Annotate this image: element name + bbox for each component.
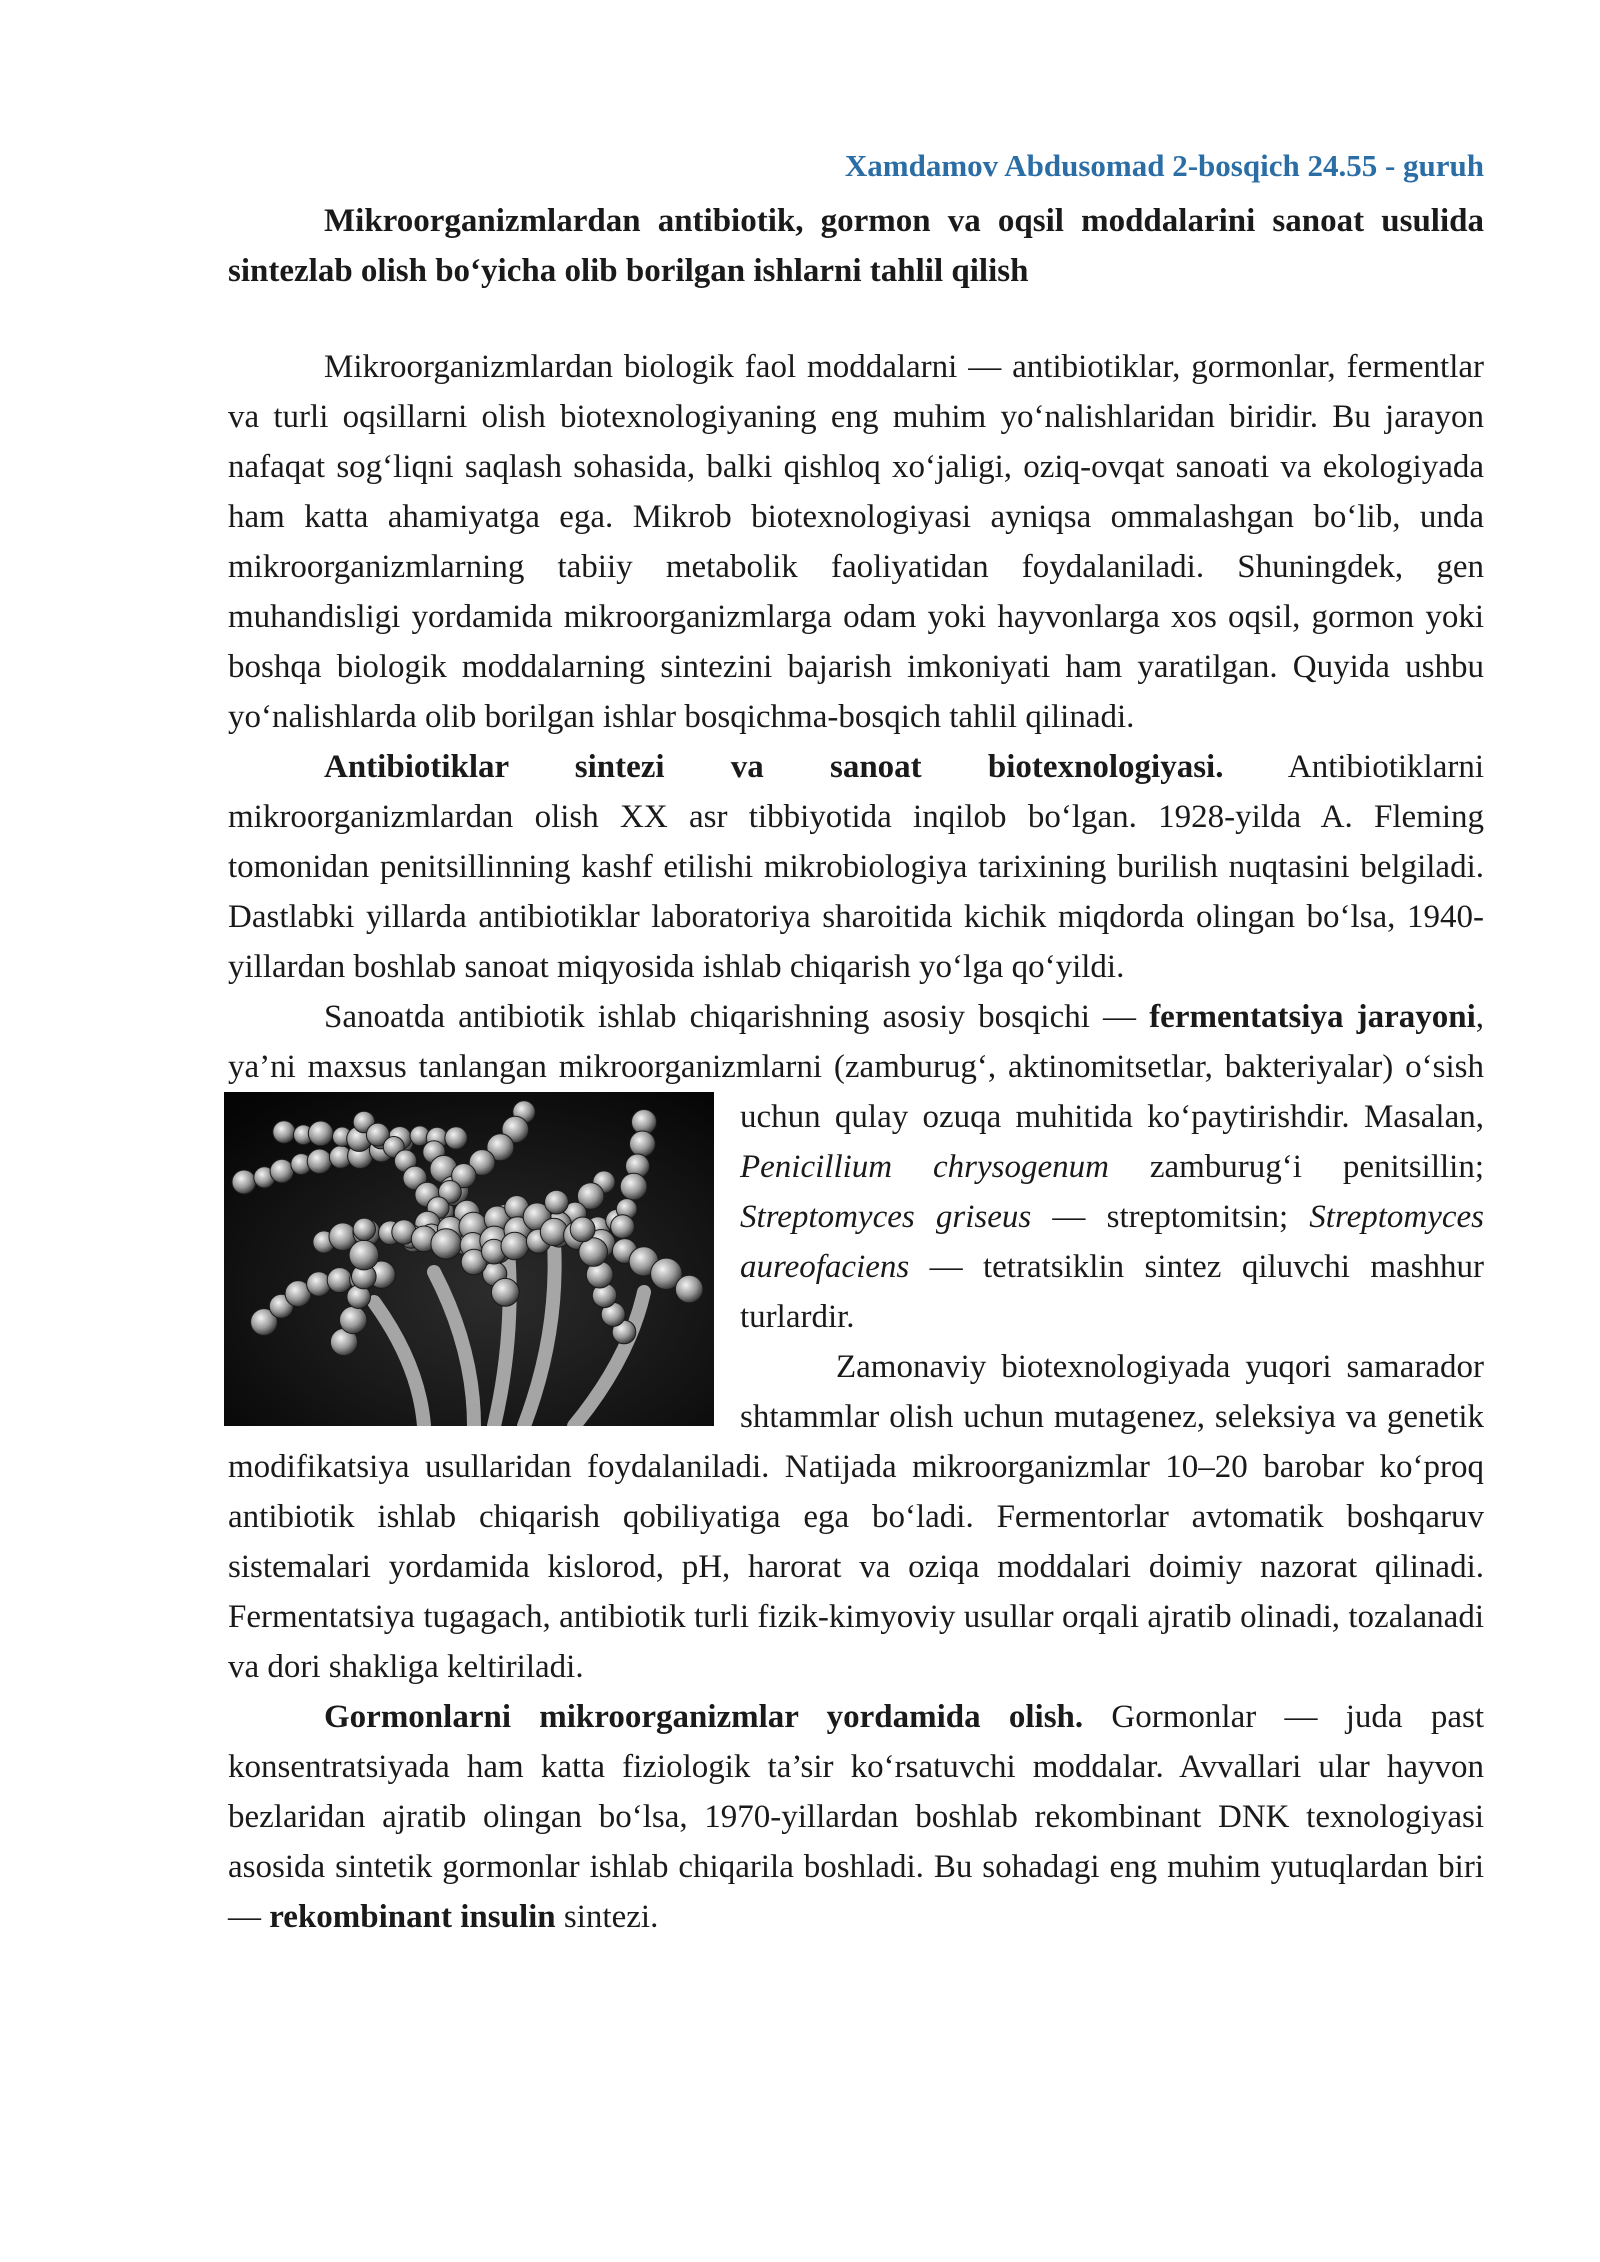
text-run: Sanoatda antibiotik ishlab chiqarishning asosiy bosqichi — — [324, 999, 1150, 1035]
paragraph-antibiotics-text: Antibiotiklarni mikroorganizmlardan olish XX asr tibbiyotida inqilob bo‘lgan. 1928-yilda A. Fleming tomonidan penitsillinning kashf etilishi mikrobiologiya tarixining burilish nuqtasini belgiladi. Dastlabki yillarda antibiotiklar laboratoriya sharoitida kichik miqdorda olingan bo‘lsa, 1940-yillardan boshlab sanoat miqyosida ishlab chiqarish yo‘lga qo‘yildi. — [228, 749, 1485, 985]
species-griseus: Streptomyces griseus — [740, 1199, 1032, 1235]
species-penicillium: Penicillium chrysogenum — [740, 1149, 1109, 1185]
text-run: sintezi. — [555, 1899, 659, 1935]
term-recombinant-insulin: rekombinant insulin — [269, 1899, 556, 1935]
paragraph-antibiotics — [228, 742, 1484, 992]
micrograph-figure — [224, 1092, 714, 1426]
paragraph-intro: Mikroorganizmlardan biologik faol moddalarni — antibiotiklar, gormonlar, fermentlar va turli oqsillarni olish biotexnologiyaning eng muhim yo‘nalishlaridan biridir. Bu jarayon nafaqat sog‘liqni saqlash sohasida, balki qishloq xo‘jaligi, oziq-ovqat sanoati va ekologiyada ham katta ahamiyatga ega. Mikrob biotexnologiyasi ayniqsa ommalashgan bo‘lib, unda mikroorganizmlarning tabiiy metabolik faoliyatidan foydalaniladi. Shuningdek, gen muhandisligi yordamida mikroorganizmlarga odam yoki hayvonlarga xos oqsil, gormon yoki boshqa biologik moddalarning sintezini bajarish imkoniyati ham yaratilgan. Quyida ushbu yo‘nalishlarda olib borilgan ishlar bosqichma-bosqich tahlil qilinadi. — [228, 349, 1484, 735]
paragraph-modern-biotech: Zamonaviy biotexnologiyada yuqori samarador shtammlar olish uchun mutagenez, seleksiya va genetik modifikatsiya usullaridan foydalaniladi. Natijada mikroorganizmlar 10–20 barobar ko‘proq antibiotik ishlab chiqarish qobiliyatiga ega bo‘ladi. Fermentorlar avtomatik boshqaruv sistemalari yordamida kislorod, pH, harorat va oziqa moddalari doimiy nazorat qilinadi. Fermentatsiya tugagach, antibiotik turli fizik-kimyoviy usullar orqali ajratib olinadi, tozalanadi va dori shakliga keltiriladi. — [228, 1349, 1484, 1685]
micrograph-image — [224, 1092, 714, 1426]
text-run: — tetratsiklin sintez qiluvchi mashhur turlardir. — [740, 1249, 1484, 1335]
document-title: Mikroorganizmlardan antibiotik, gormon va oqsil moddalarini sanoat usulida sintezlab olish bo‘yicha olib borilgan ishlarni tahlil qilish — [228, 203, 1484, 289]
text-run: zamburug‘i penitsillin; — [1108, 1149, 1484, 1185]
section-heading-antibiotics: Antibiotiklar sintezi va sanoat biotexnologiyasi. — [324, 749, 1224, 785]
species-aureofaciens: Streptomyces aureofaciens — [740, 1199, 1485, 1285]
document-body — [228, 342, 1484, 1942]
term-fermentation: fermentatsiya jarayoni — [1149, 999, 1476, 1035]
paragraph-fermentation — [228, 992, 1484, 1342]
text-run: — streptomitsin; — [1031, 1199, 1310, 1235]
text-run: Gormonlar — juda past konsentratsiyada ham katta fiziologik ta’sir ko‘rsatuvchi moddalar. Avvallari ular hayvon bezlaridan ajratib olingan bo‘lsa, 1970-yillardan boshlab rekombinant DNK texnologiyasi asosida sintetik gormonlar ishlab chiqarila boshladi. Bu sohadagi eng muhim yutuqlardan biri — — [228, 1699, 1484, 1935]
section-heading-hormones: Gormonlarni mikroorganizmlar yordamida olish. — [324, 1699, 1084, 1735]
paragraph-hormones — [228, 1692, 1484, 1942]
text-run: , ya’ni maxsus tanlangan mikroorganizmlarni (zamburug‘, aktinomitsetlar, bakteriyalar) o‘sish uchun qulay ozuqa muhitida ko‘paytirishdir. Masalan, — [228, 999, 1484, 1135]
author-line: Xamdamov Abdusomad 2-bosqich 24.55 - guruh — [844, 148, 1484, 183]
